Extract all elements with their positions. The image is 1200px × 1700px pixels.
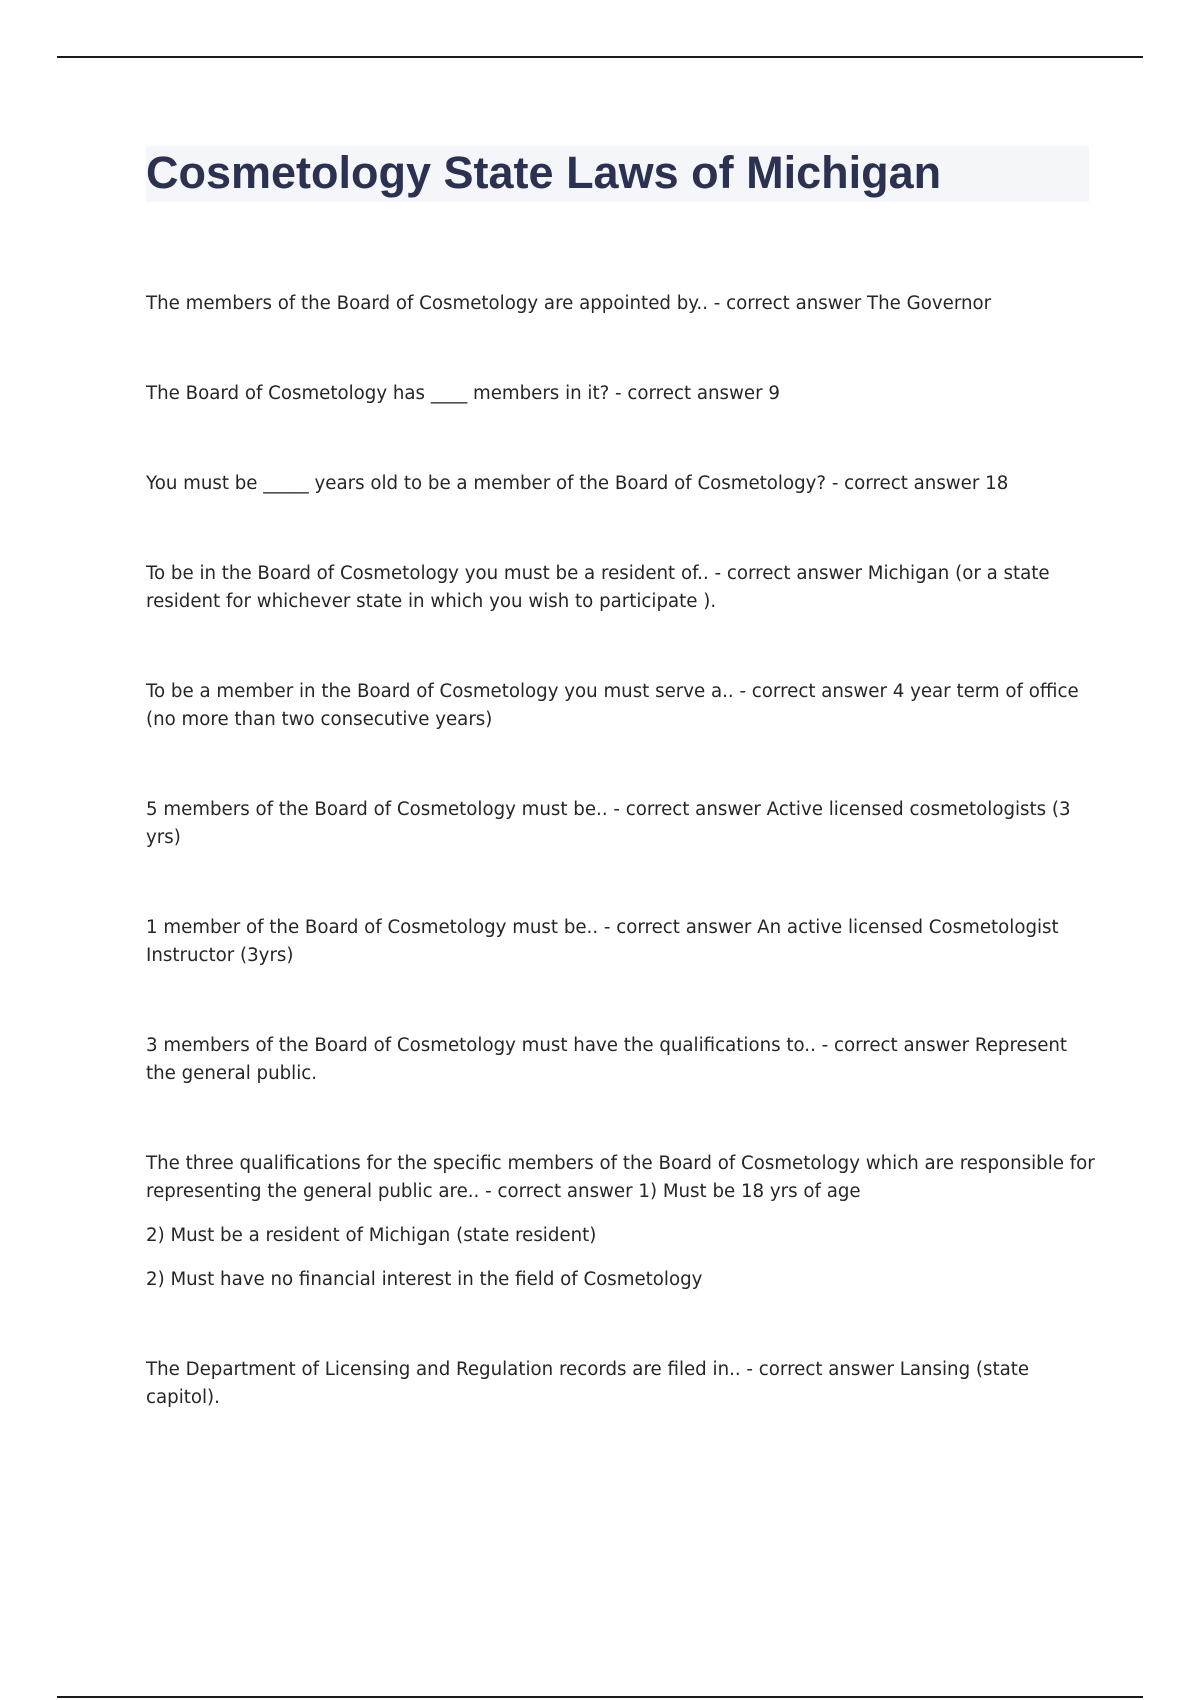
- qa-item: [146, 290, 1096, 318]
- qa-extra-line: 2) Must be a resident of Michigan (state resident): [146, 1225, 597, 1246]
- bottom-divider: [57, 1696, 1143, 1698]
- qa-item: [146, 796, 1096, 852]
- qa-text: 5 members of the Board of Cosmetology must be.. - correct answer Active licensed cosmetologists (3 yrs): [146, 799, 1071, 848]
- qa-item: [146, 1356, 1096, 1412]
- qa-text: To be a member in the Board of Cosmetology you must serve a.. - correct answer 4 year term of office (no more than two consecutive years): [146, 681, 1079, 730]
- qa-text: The Board of Cosmetology has ____ members in it? - correct answer 9: [146, 383, 780, 404]
- qa-item: [146, 678, 1096, 734]
- qa-text: The three qualifications for the specific members of the Board of Cosmetology which are responsible for representing the general public are.. - correct answer 1) Must be 18 yrs of age: [146, 1153, 1095, 1202]
- qa-item: [146, 470, 1096, 498]
- top-divider: [57, 56, 1143, 58]
- qa-text: 3 members of the Board of Cosmetology must have the qualifications to.. - correct answer Represent the general public.: [146, 1035, 1068, 1084]
- qa-extra-line: 2) Must have no financial interest in the field of Cosmetology: [146, 1269, 703, 1290]
- qa-text: To be in the Board of Cosmetology you must be a resident of.. - correct answer Michigan (or a state resident for whichever state in which you wish to participate ).: [146, 563, 1050, 612]
- qa-item: [146, 560, 1096, 616]
- qa-item: [146, 1032, 1096, 1088]
- qa-text: 1 member of the Board of Cosmetology must be.. - correct answer An active licensed Cosmetologist Instructor (3yrs): [146, 917, 1059, 966]
- qa-item: [146, 1150, 1096, 1294]
- document-body: [146, 290, 1096, 1474]
- qa-item: [146, 380, 1096, 408]
- qa-text: The Department of Licensing and Regulation records are filed in.. - correct answer Lansing (state capitol).: [146, 1359, 1030, 1408]
- document-title: Cosmetology State Laws of Michigan: [146, 147, 942, 198]
- qa-item: [146, 914, 1096, 970]
- qa-text: The members of the Board of Cosmetology are appointed by.. - correct answer The Governor: [146, 293, 992, 314]
- qa-text: You must be _____ years old to be a member of the Board of Cosmetology? - correct answer 18: [146, 473, 1009, 494]
